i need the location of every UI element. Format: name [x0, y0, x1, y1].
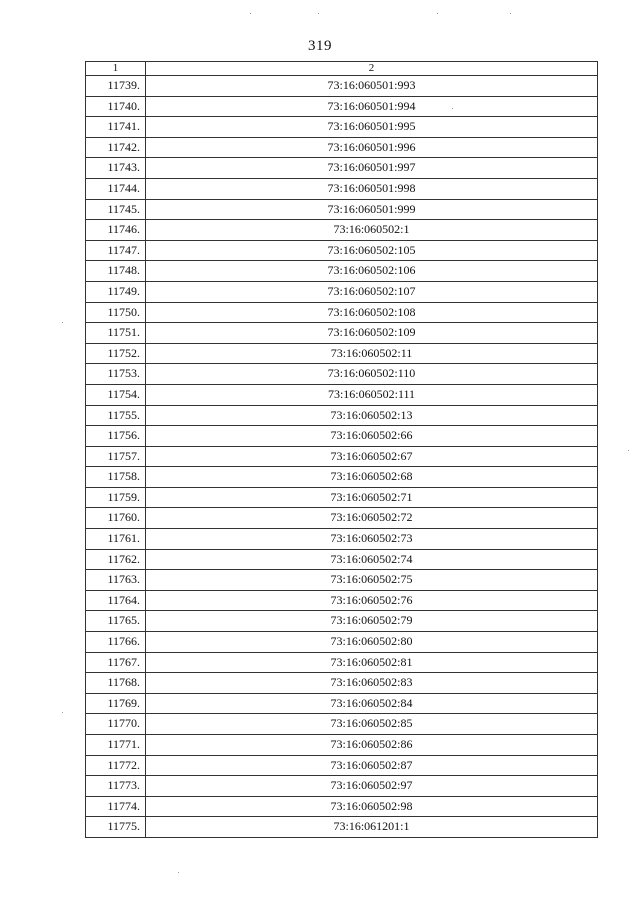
- row-number: 11767.: [86, 652, 146, 673]
- cadastral-number: 73:16:060502:108: [146, 302, 598, 323]
- row-number: 11755.: [86, 405, 146, 426]
- row-number: 11751.: [86, 323, 146, 344]
- cadastral-number: 73:16:060502:109: [146, 323, 598, 344]
- cadastral-number: 73:16:060502:80: [146, 632, 598, 653]
- cadastral-number: 73:16:060502:85: [146, 714, 598, 735]
- row-number: 11748.: [86, 261, 146, 282]
- cadastral-number: 73:16:060502:76: [146, 590, 598, 611]
- cadastral-number: 73:16:060502:107: [146, 281, 598, 302]
- cadastral-number: 73:16:060502:98: [146, 796, 598, 817]
- cadastral-number: 73:16:060501:993: [146, 76, 598, 97]
- row-number: 11768.: [86, 673, 146, 694]
- cadastral-number: 73:16:060501:997: [146, 158, 598, 179]
- table-header-row: [86, 62, 598, 76]
- row-number: 11757.: [86, 446, 146, 467]
- table-row: [86, 632, 598, 653]
- scan-speck: [62, 322, 63, 323]
- row-number: 11765.: [86, 611, 146, 632]
- table-row: [86, 137, 598, 158]
- table-row: [86, 508, 598, 529]
- cadastral-number: 73:16:060501:995: [146, 117, 598, 138]
- cadastral-number: 73:16:060502:13: [146, 405, 598, 426]
- row-number: 11739.: [86, 76, 146, 97]
- table-row: [86, 405, 598, 426]
- table-row: [86, 117, 598, 138]
- cadastral-number: 73:16:060502:72: [146, 508, 598, 529]
- row-number: 11742.: [86, 137, 146, 158]
- row-number: 11774.: [86, 796, 146, 817]
- column-header-cadastral-number: 2: [146, 62, 598, 76]
- table-row: [86, 817, 598, 838]
- cadastral-number: 73:16:060502:73: [146, 529, 598, 550]
- scan-speck: [250, 13, 251, 14]
- cadastral-number: 73:16:060502:84: [146, 693, 598, 714]
- table-row: [86, 611, 598, 632]
- table-row: [86, 467, 598, 488]
- row-number: 11759.: [86, 487, 146, 508]
- cadastral-number: 73:16:060502:67: [146, 446, 598, 467]
- table-row: [86, 714, 598, 735]
- table-row: [86, 76, 598, 97]
- scan-speck: [178, 872, 179, 873]
- cadastral-number: 73:16:060502:71: [146, 487, 598, 508]
- table-row: [86, 549, 598, 570]
- row-number: 11749.: [86, 281, 146, 302]
- row-number: 11744.: [86, 178, 146, 199]
- table-row: [86, 199, 598, 220]
- scan-speck: [62, 712, 63, 713]
- cadastral-number: 73:16:060501:998: [146, 178, 598, 199]
- cadastral-number: 73:16:060502:81: [146, 652, 598, 673]
- row-number: 11763.: [86, 570, 146, 591]
- cadastral-number: 73:16:060502:111: [146, 384, 598, 405]
- scan-speck: [510, 13, 511, 14]
- cadastral-number: 73:16:060502:75: [146, 570, 598, 591]
- cadastral-number: 73:16:060502:79: [146, 611, 598, 632]
- scan-speck: [318, 13, 319, 14]
- table-row: [86, 776, 598, 797]
- row-number: 11756.: [86, 426, 146, 447]
- cadastral-number: 73:16:060502:106: [146, 261, 598, 282]
- cadastral-number: 73:16:060502:105: [146, 240, 598, 261]
- cadastral-number: 73:16:060501:996: [146, 137, 598, 158]
- row-number: 11775.: [86, 817, 146, 838]
- table-row: [86, 590, 598, 611]
- table-row: [86, 693, 598, 714]
- table-row: [86, 220, 598, 241]
- table-row: [86, 302, 598, 323]
- row-number: 11760.: [86, 508, 146, 529]
- row-number: 11770.: [86, 714, 146, 735]
- scan-speck: [452, 108, 453, 109]
- scan-speck: [628, 450, 629, 451]
- row-number: 11772.: [86, 755, 146, 776]
- table-row: [86, 158, 598, 179]
- cadastral-table: [85, 61, 598, 838]
- cadastral-number: 73:16:060502:74: [146, 549, 598, 570]
- table-row: [86, 240, 598, 261]
- column-header-number: 1: [86, 62, 146, 76]
- table-row: [86, 178, 598, 199]
- table-row: [86, 487, 598, 508]
- table-row: [86, 96, 598, 117]
- row-number: 11764.: [86, 590, 146, 611]
- table-row: [86, 652, 598, 673]
- row-number: 11771.: [86, 735, 146, 756]
- row-number: 11747.: [86, 240, 146, 261]
- cadastral-number: 73:16:061201:1: [146, 817, 598, 838]
- scan-speck: [437, 13, 438, 14]
- row-number: 11761.: [86, 529, 146, 550]
- cadastral-number: 73:16:060502:66: [146, 426, 598, 447]
- row-number: 11752.: [86, 343, 146, 364]
- table-row: [86, 673, 598, 694]
- cadastral-number: 73:16:060502:1: [146, 220, 598, 241]
- page-number: 319: [308, 38, 332, 54]
- cadastral-number: 73:16:060501:999: [146, 199, 598, 220]
- table-row: [86, 364, 598, 385]
- row-number: 11773.: [86, 776, 146, 797]
- table-row: [86, 261, 598, 282]
- row-number: 11766.: [86, 632, 146, 653]
- cadastral-number: 73:16:060502:68: [146, 467, 598, 488]
- table-row: [86, 384, 598, 405]
- table-row: [86, 570, 598, 591]
- row-number: 11750.: [86, 302, 146, 323]
- table-row: [86, 529, 598, 550]
- table-row: [86, 755, 598, 776]
- table-row: [86, 796, 598, 817]
- cadastral-number: 73:16:060502:97: [146, 776, 598, 797]
- table-row: [86, 735, 598, 756]
- cadastral-number: 73:16:060502:86: [146, 735, 598, 756]
- cadastral-number: 73:16:060502:83: [146, 673, 598, 694]
- row-number: 11754.: [86, 384, 146, 405]
- row-number: 11741.: [86, 117, 146, 138]
- table-row: [86, 343, 598, 364]
- row-number: 11758.: [86, 467, 146, 488]
- table-row: [86, 426, 598, 447]
- row-number: 11753.: [86, 364, 146, 385]
- cadastral-number: 73:16:060501:994: [146, 96, 598, 117]
- cadastral-number: 73:16:060502:11: [146, 343, 598, 364]
- table-body: [86, 76, 598, 838]
- table-row: [86, 323, 598, 344]
- cadastral-number: 73:16:060502:110: [146, 364, 598, 385]
- table-row: [86, 446, 598, 467]
- row-number: 11745.: [86, 199, 146, 220]
- cadastral-number: 73:16:060502:87: [146, 755, 598, 776]
- row-number: 11743.: [86, 158, 146, 179]
- row-number: 11762.: [86, 549, 146, 570]
- row-number: 11746.: [86, 220, 146, 241]
- table-row: [86, 281, 598, 302]
- row-number: 11740.: [86, 96, 146, 117]
- row-number: 11769.: [86, 693, 146, 714]
